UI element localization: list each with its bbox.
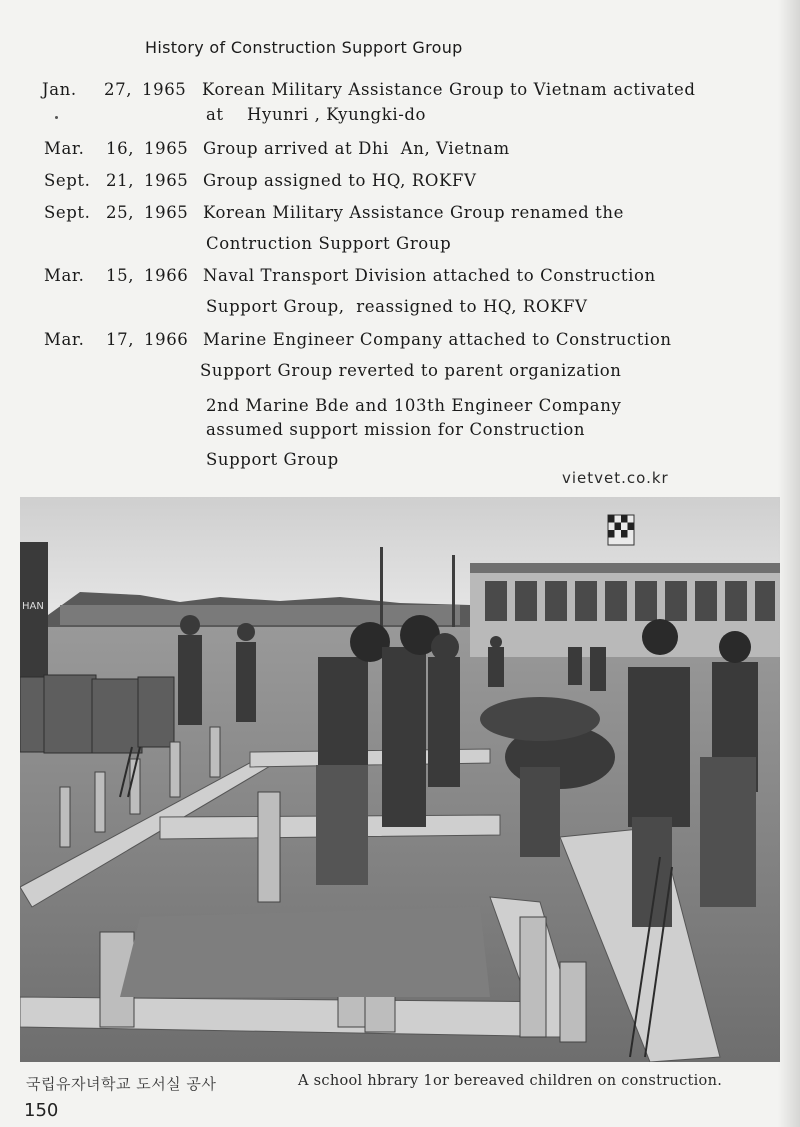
entry-line: Support Group reverted to parent organization [200, 361, 622, 380]
entry-day: 27, [104, 80, 133, 99]
entry-month: Mar. [44, 139, 85, 158]
entry-line: Contruction Support Group [206, 234, 452, 253]
entry-line: 2nd Marine Bde and 103th Engineer Company [206, 396, 622, 415]
entry-line: Group arrived at Dhi An, Vietnam [203, 139, 510, 158]
photo-illustration [20, 497, 780, 1062]
entry-month: Mar. [44, 330, 85, 349]
entry-line: Naval Transport Division attached to Construction [203, 266, 656, 285]
entry-year: 1966 [144, 330, 189, 349]
entry-line: Korean Military Assistance Group to Vietnam activated [202, 80, 696, 99]
entry-month: Sept. [44, 171, 91, 190]
entry-year: 1965 [144, 203, 189, 222]
entry-line: at Hyunri , Kyungki-do [206, 105, 427, 124]
left-building [20, 542, 48, 692]
entry-day: 25, [106, 203, 135, 222]
caption-english: A school hbrary 1or bereaved children on construction. [298, 1073, 723, 1089]
barracks-row [60, 605, 460, 625]
entry-month: Sept. [44, 203, 91, 222]
entry-year: 1965 [144, 171, 189, 190]
page-spine-shadow [778, 0, 800, 1127]
caption-korean: 국립유자녀학교 도서실 공사 [26, 1075, 217, 1093]
entry-line: Marine Engineer Company attached to Construction [203, 330, 672, 349]
utility-pole [452, 555, 455, 627]
entry-month: Mar. [44, 266, 85, 285]
entry-line: Group assigned to HQ, ROKFV [203, 171, 477, 190]
watermark-text: vietvet.co.kr [562, 469, 669, 487]
building-roofline [470, 563, 780, 573]
entry-day: 16, [106, 139, 135, 158]
trench-soil [120, 907, 490, 997]
entry-line: assumed support mission for Construction [206, 420, 586, 439]
building-sign: HAN [22, 601, 44, 612]
entry-year: 1965 [144, 139, 189, 158]
utility-pole [380, 547, 383, 627]
entry-line: Support Group [206, 450, 339, 469]
entry-year: 1966 [144, 266, 189, 285]
oil-drums [20, 675, 174, 753]
stray-mark [55, 116, 58, 119]
page-title: History of Construction Support Group [145, 38, 463, 57]
entry-day: 15, [106, 266, 135, 285]
entry-year: 1965 [142, 80, 187, 99]
entry-day: 17, [106, 330, 135, 349]
entry-day: 21, [106, 171, 135, 190]
entry-line: Korean Military Assistance Group renamed the [203, 203, 624, 222]
entry-month: Jan. [42, 80, 77, 99]
page-number: 150 [24, 1100, 59, 1121]
construction-photo [20, 497, 780, 1062]
entry-line: Support Group, reassigned to HQ, ROKFV [206, 297, 588, 316]
